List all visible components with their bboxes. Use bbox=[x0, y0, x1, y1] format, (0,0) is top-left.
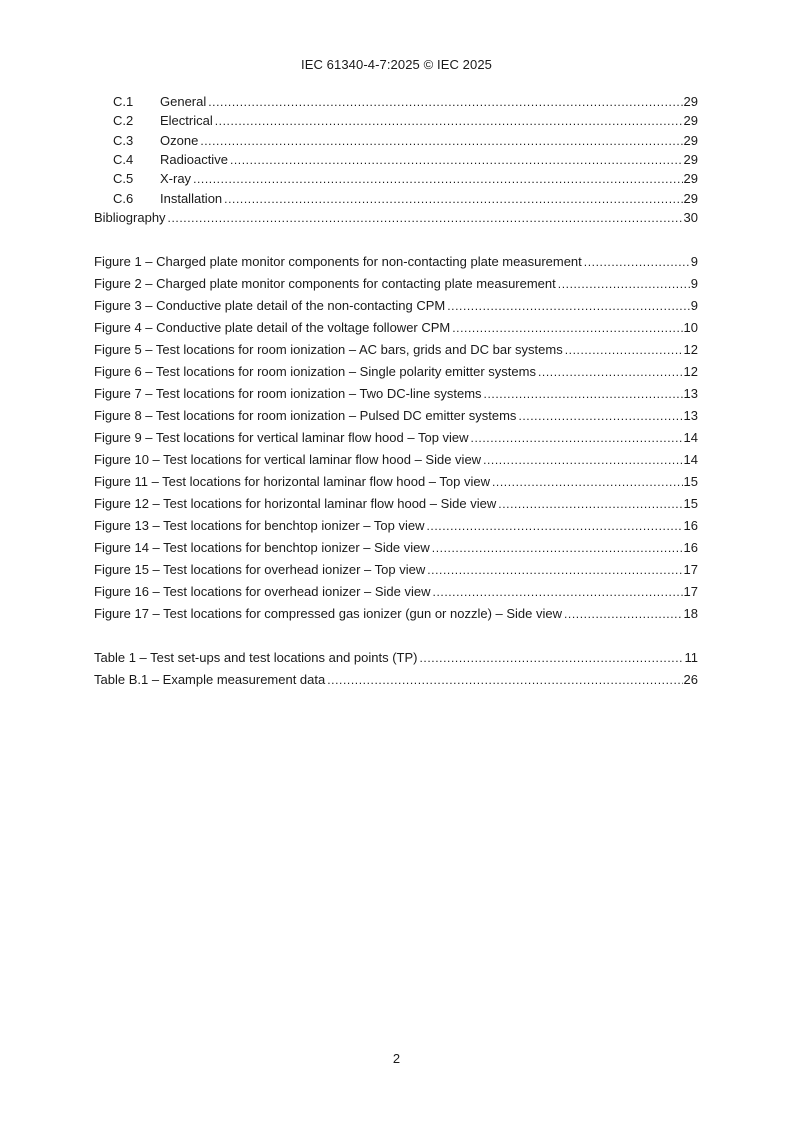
toc-entry-title: Figure 8 – Test locations for room ionization – Pulsed DC emitter systems bbox=[94, 408, 517, 423]
toc-entry-number: C.4 bbox=[113, 152, 134, 167]
toc-entry-page: 16 bbox=[683, 518, 698, 533]
toc-entry-title: General bbox=[160, 94, 207, 109]
toc-entry-page: 17 bbox=[683, 584, 698, 599]
toc-entry-page: 9 bbox=[690, 254, 698, 269]
dot-leader bbox=[471, 429, 683, 447]
dot-leader bbox=[538, 363, 683, 381]
toc-entry-page: 29 bbox=[683, 152, 698, 167]
toc-entry-page: 18 bbox=[683, 606, 698, 621]
toc-entry-figure-2[interactable] bbox=[94, 275, 698, 293]
toc-entry-number: C.6 bbox=[113, 191, 134, 206]
toc-entry-number: C.5 bbox=[113, 171, 134, 186]
toc-entry-title: Figure 13 – Test locations for benchtop ionizer – Top view bbox=[94, 518, 425, 533]
toc-entry-title: Figure 2 – Charged plate monitor components for contacting plate measurement bbox=[94, 276, 556, 291]
toc-entry-page: 29 bbox=[683, 94, 698, 109]
dot-leader bbox=[564, 605, 683, 623]
toc-entry-bibliography[interactable] bbox=[94, 209, 698, 227]
toc-entry-c3[interactable] bbox=[94, 132, 698, 150]
toc-entry-figure-11[interactable] bbox=[94, 473, 698, 491]
toc-entry-c2[interactable] bbox=[94, 112, 698, 130]
toc-entry-page: 12 bbox=[683, 342, 698, 357]
toc-entry-title: Figure 6 – Test locations for room ionization – Single polarity emitter systems bbox=[94, 364, 536, 379]
toc-entry-title: Figure 7 – Test locations for room ionization – Two DC-line systems bbox=[94, 386, 482, 401]
toc-entry-page: 14 bbox=[683, 452, 698, 467]
toc-entry-title: Figure 12 – Test locations for horizontal laminar flow hood – Side view bbox=[94, 496, 497, 511]
toc-entry-figure-13[interactable] bbox=[94, 517, 698, 535]
toc-entry-page: 29 bbox=[683, 113, 698, 128]
dot-leader bbox=[230, 151, 683, 169]
toc-entry-title: Figure 9 – Test locations for vertical laminar flow hood – Top view bbox=[94, 430, 469, 445]
dot-leader bbox=[492, 473, 683, 491]
dot-leader bbox=[483, 451, 682, 469]
page-header: IEC 61340-4-7:2025 © IEC 2025 bbox=[301, 57, 492, 72]
toc-entry-page: 30 bbox=[683, 210, 698, 225]
toc-entry-number: C.2 bbox=[113, 113, 134, 128]
dot-leader bbox=[447, 297, 690, 315]
dot-leader bbox=[208, 93, 682, 111]
toc-entry-table-1[interactable] bbox=[94, 649, 698, 667]
toc-entry-page: 15 bbox=[683, 496, 698, 511]
toc-entry-c1[interactable] bbox=[94, 93, 698, 111]
toc-entry-title: Figure 5 – Test locations for room ionization – AC bars, grids and DC bar systems bbox=[94, 342, 563, 357]
dot-leader bbox=[200, 132, 682, 150]
dot-leader bbox=[518, 407, 682, 425]
toc-entry-title: Figure 17 – Test locations for compressed gas ionizer (gun or nozzle) – Side view bbox=[94, 606, 562, 621]
toc-entry-c6[interactable] bbox=[94, 190, 698, 208]
toc-entry-title: Figure 3 – Conductive plate detail of the non-contacting CPM bbox=[94, 298, 446, 313]
toc-entry-figure-12[interactable] bbox=[94, 495, 698, 513]
dot-leader bbox=[420, 649, 684, 667]
toc-entry-figure-4[interactable] bbox=[94, 319, 698, 337]
toc-entry-page: 15 bbox=[683, 474, 698, 489]
toc-entry-page: 14 bbox=[683, 430, 698, 445]
toc-entry-page: 9 bbox=[690, 276, 698, 291]
toc-entry-page: 9 bbox=[690, 298, 698, 313]
dot-leader bbox=[427, 561, 682, 579]
toc-entry-figure-7[interactable] bbox=[94, 385, 698, 403]
toc-entry-figure-1[interactable] bbox=[94, 253, 698, 271]
toc-entry-title: Figure 10 – Test locations for vertical laminar flow hood – Side view bbox=[94, 452, 482, 467]
dot-leader bbox=[565, 341, 683, 359]
toc-entry-title: Table B.1 – Example measurement data bbox=[94, 672, 326, 687]
toc-entry-number: C.3 bbox=[113, 133, 134, 148]
toc-entry-page: 13 bbox=[683, 408, 698, 423]
dot-leader bbox=[327, 671, 682, 689]
toc-entry-page: 26 bbox=[683, 672, 698, 687]
toc-entry-title: Figure 4 – Conductive plate detail of the voltage follower CPM bbox=[94, 320, 451, 335]
dot-leader bbox=[168, 209, 683, 227]
toc-entry-title: Ozone bbox=[160, 133, 199, 148]
toc-entry-title: Figure 15 – Test locations for overhead ionizer – Top view bbox=[94, 562, 426, 577]
toc-entry-title: Radioactive bbox=[160, 152, 228, 167]
toc-entry-title: Figure 11 – Test locations for horizontal laminar flow hood – Top view bbox=[94, 474, 490, 489]
dot-leader bbox=[584, 253, 690, 271]
toc-entry-figure-8[interactable] bbox=[94, 407, 698, 425]
toc-entry-page: 16 bbox=[683, 540, 698, 555]
toc-entry-title: Installation bbox=[160, 191, 223, 206]
toc-entry-figure-3[interactable] bbox=[94, 297, 698, 315]
toc-entry-page: 29 bbox=[683, 191, 698, 206]
toc-entry-page: 12 bbox=[683, 364, 698, 379]
toc-entry-page: 13 bbox=[683, 386, 698, 401]
toc-entry-title: Figure 1 – Charged plate monitor components for non-contacting plate measurement bbox=[94, 254, 582, 269]
toc-entry-page: 29 bbox=[683, 171, 698, 186]
toc-entry-title: Figure 16 – Test locations for overhead ionizer – Side view bbox=[94, 584, 431, 599]
dot-leader bbox=[215, 112, 683, 130]
toc-entry-figure-10[interactable] bbox=[94, 451, 698, 469]
toc-entry-page: 29 bbox=[683, 133, 698, 148]
toc-entry-page: 10 bbox=[683, 320, 698, 335]
toc-entry-number: C.1 bbox=[113, 94, 134, 109]
toc-entry-page: 17 bbox=[683, 562, 698, 577]
dot-leader bbox=[193, 170, 682, 188]
toc-entry-title: Figure 14 – Test locations for benchtop ionizer – Side view bbox=[94, 540, 430, 555]
dot-leader bbox=[224, 190, 682, 208]
dot-leader bbox=[432, 539, 683, 557]
toc-entry-title: Electrical bbox=[160, 113, 213, 128]
dot-leader bbox=[427, 517, 683, 535]
dot-leader bbox=[433, 583, 683, 601]
toc-entry-figure-16[interactable] bbox=[94, 583, 698, 601]
toc-entry-table-b1[interactable] bbox=[94, 671, 698, 689]
toc-entry-figure-6[interactable] bbox=[94, 363, 698, 381]
dot-leader bbox=[498, 495, 682, 513]
page-number: 2 bbox=[392, 1051, 401, 1066]
toc-entry-c5[interactable] bbox=[94, 170, 698, 188]
toc-entry-page: 11 bbox=[684, 650, 698, 665]
toc-entry-figure-9[interactable] bbox=[94, 429, 698, 447]
dot-leader bbox=[558, 275, 690, 293]
toc-entry-figure-5[interactable] bbox=[94, 341, 698, 359]
toc-entry-c4[interactable] bbox=[94, 151, 698, 169]
toc-entry-figure-15[interactable] bbox=[94, 561, 698, 579]
toc-entry-figure-14[interactable] bbox=[94, 539, 698, 557]
dot-leader bbox=[452, 319, 682, 337]
dot-leader bbox=[484, 385, 683, 403]
toc-entry-title: X-ray bbox=[160, 171, 192, 186]
toc-entry-figure-17[interactable] bbox=[94, 605, 698, 623]
toc-entry-title: Table 1 – Test set-ups and test locations and points (TP) bbox=[94, 650, 418, 665]
toc-entry-title: Bibliography bbox=[94, 210, 166, 225]
